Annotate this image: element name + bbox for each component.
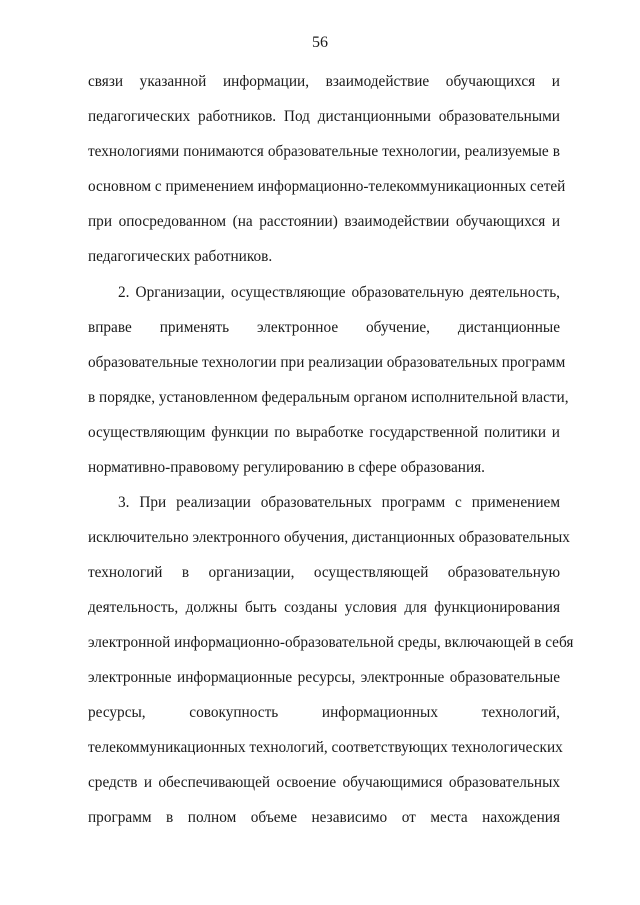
text-line: педагогических работников. — [88, 248, 273, 265]
text-line: ресурсы, совокупность информационных технологий, — [88, 704, 560, 721]
text-line: при опосредованном (на расстоянии) взаимодействии обучающихся и — [88, 213, 560, 230]
text-line: нормативно-правовому регулированию в сфере образования. — [88, 459, 486, 476]
text-line: электронной информационно-образовательной среды, включающей в себя — [88, 634, 574, 651]
text-line: программ в полном объеме независимо от места нахождения — [88, 809, 560, 826]
text-line: 3. При реализации образовательных программ с применением — [118, 494, 560, 511]
text-line: образовательные технологии при реализации образовательных программ — [88, 354, 566, 371]
text-line: осуществляющим функции по выработке государственной политики и — [88, 424, 560, 441]
text-line: электронные информационные ресурсы, электронные образовательные — [88, 669, 560, 686]
text-line: вправе применять электронное обучение, дистанционные — [88, 319, 560, 336]
text-line: связи указанной информации, взаимодействие обучающихся и — [88, 73, 560, 90]
text-line: 2. Организации, осуществляющие образовательную деятельность, — [118, 284, 560, 301]
text-line: деятельность, должны быть созданы условия для функционирования — [88, 599, 560, 616]
text-line: технологий в организации, осуществляющей образовательную — [88, 564, 560, 581]
text-line: телекоммуникационных технологий, соответствующих технологических — [88, 739, 563, 756]
text-line: в порядке, установленном федеральным органом исполнительной власти, — [88, 389, 569, 406]
text-line: основном с применением информационно-телекоммуникационных сетей — [88, 178, 566, 195]
page-number: 56 — [312, 34, 328, 51]
text-line: педагогических работников. Под дистанционными образовательными — [88, 108, 560, 125]
text-line: исключительно электронного обучения, дистанционных образовательных — [88, 529, 570, 546]
text-line: средств и обеспечивающей освоение обучающимися образовательных — [88, 774, 560, 791]
text-line: технологиями понимаются образовательные технологии, реализуемые в — [88, 143, 560, 160]
